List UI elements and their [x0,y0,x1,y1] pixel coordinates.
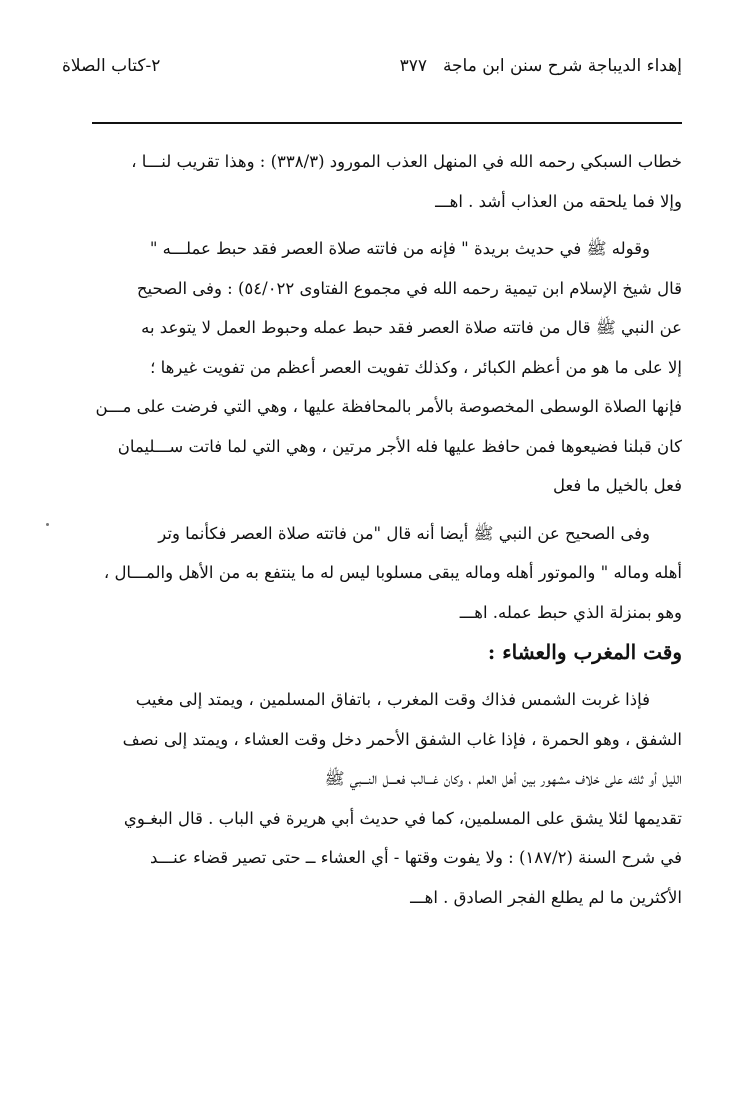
text-line: أهله وماله " والموتور أهله وماله يبقى مسلوبا ليس له ما ينتفع به من الأهل والمـــال ، [103,563,682,582]
text-line: قال شيخ الإسلام ابن تيمية رحمه الله في مجموع الفتاوى ٥٤/٠٢٢) : وفى الصحيح [136,278,682,298]
margin-speck [46,523,49,526]
text-line: كان قبلنا فضيعوها فمن حافظ عليها فله الأجر مرتين ، وهي التي لما فاتت ســـليمان [117,436,682,456]
text-line: الأكثرين ما لم يطلع الفجر الصادق . اهـــ [410,887,682,907]
book-title: إهداء الديباجة شرح سنن ابن ماجة [442,56,682,76]
text-line: إلا على ما هو من أعظم الكبائر ، وكذلك تفويت العصر أعظم من تفويت غيرها ؛ [150,357,682,377]
page-body [62,142,682,917]
text-line: وإلا فما يلحقه من العذاب أشد . اهـــ [435,191,682,211]
text-line: عن النبي ﷺ قال من فاتته صلاة العصر فقد حبط عمله وحبوط العمل لا يتوعد به [141,318,682,337]
section-heading: وقت المغرب والعشاء : [487,640,682,664]
text-line: فعل بالخيل ما فعل [552,476,682,495]
text-line: في شرح السنة (١٨٧/٢) : ولا يفوت وقتها - أي العشاء ــ حتى تصير قضاء عنـــد [149,848,682,867]
text-line: وقوله ﷺ في حديث بريدة " فإنه من فاتته صلاة العصر فقد حبط عملـــه " [149,239,650,258]
text-line: تقديمها لئلا يشق على المسلمين، كما في حديث أبي هريرة في الباب . قال البغـوي [123,808,682,828]
text-line: فإنها الصلاة الوسطى المخصوصة بالأمر بالمحافظة عليها ، وهي التي فرضت على مـــن [95,397,682,416]
page-number: ٣٧٧ [399,56,427,76]
text-line: خطاب السبكي رحمه الله في المنهل العذب المورود (٣٣٨/٣) : وهذا تقريب لنـــا ، [131,152,682,171]
text-line: وهو بمنزلة الذي حبط عمله. اهـــ [459,602,682,622]
chapter-title: ٢-كتاب الصلاة [62,56,161,76]
page-header [62,56,682,92]
text-line: الليل أو ثلثه على خلاف مشهور بين أهل العلم ، وكان غـــالب فعـــل النـــبي ﷺ [324,769,682,788]
text-line: فإذا غربت الشمس فذاك وقت المغرب ، باتفاق المسلمين ، ويمتد إلى مغيب [135,690,650,709]
header-divider [92,122,682,124]
text-line: الشفق ، وهو الحمرة ، فإذا غاب الشفق الأحمر دخل وقت العشاء ، ويمتد إلى نصف [122,729,682,749]
text-line: وفى الصحيح عن النبي ﷺ أيضا أنه قال "من فاتته صلاة العصر فكأنما وتر [158,523,650,543]
